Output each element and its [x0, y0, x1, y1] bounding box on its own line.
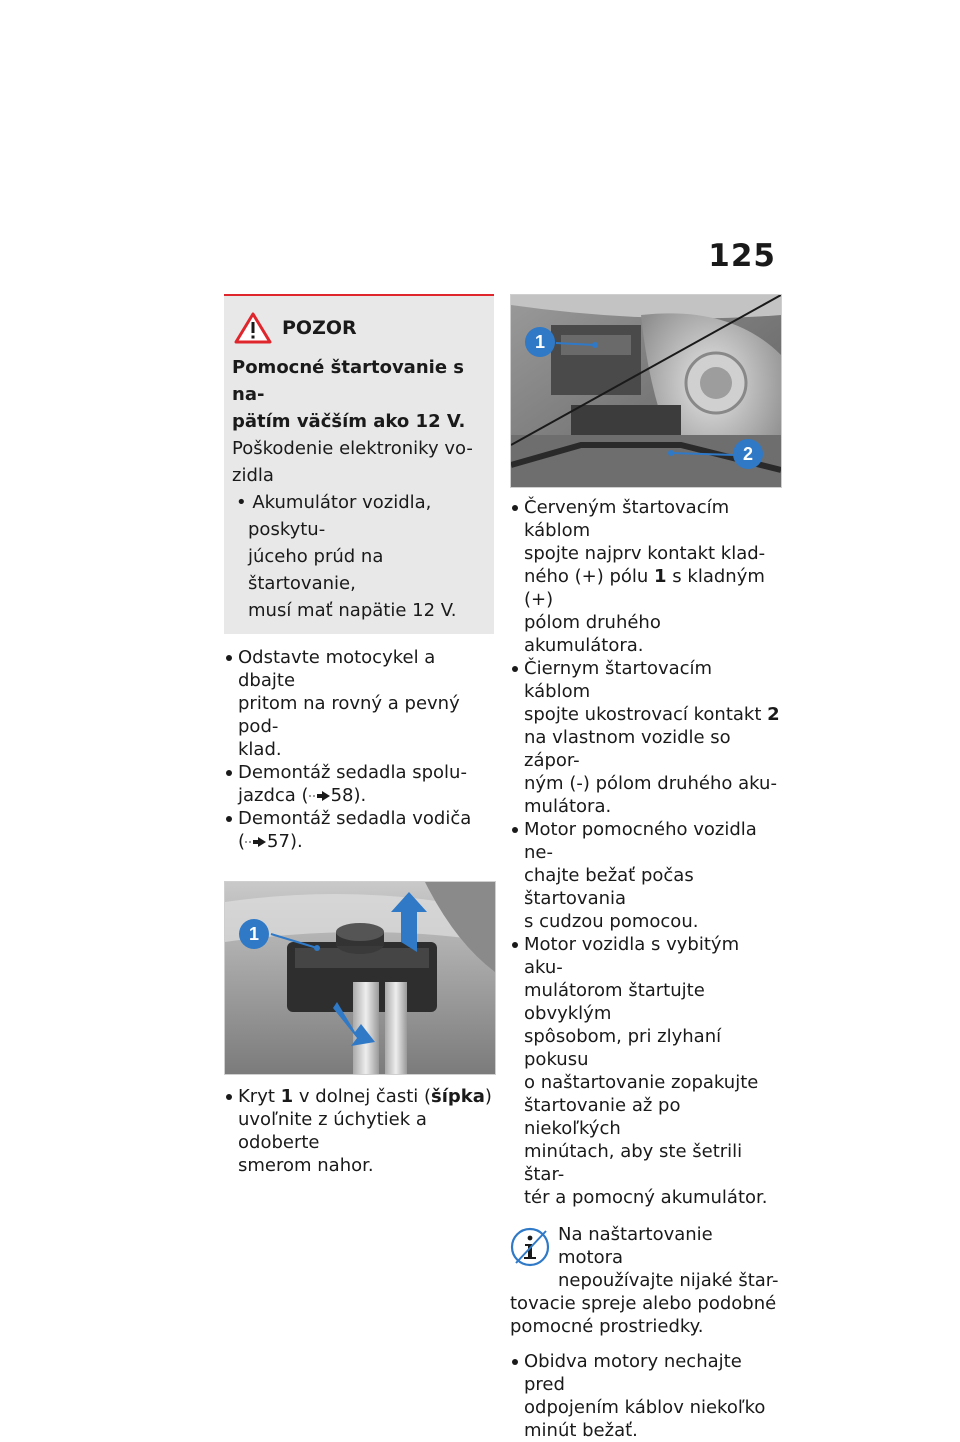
- left-steps-list-2: [224, 1085, 494, 1177]
- warning-triangle-icon: [234, 312, 272, 344]
- warning-title: POZOR: [282, 317, 357, 339]
- list-item: Motor pomocného vozidla ne- chajte bežať počas štartovania s cudzou pomocou.: [510, 818, 782, 933]
- right-steps-list: [510, 496, 782, 1209]
- list-item: Demontáž sedadla vodiča ( 57).: [224, 807, 494, 853]
- warning-consequence-line: Poškodenie elektroniky vo-: [232, 438, 473, 459]
- callout-2: 2: [733, 439, 763, 469]
- warning-header: [232, 312, 486, 344]
- page-number: 125: [708, 238, 776, 274]
- warning-headline-line: pätím väčším ako 12 V.: [232, 411, 466, 432]
- warning-consequence-line: zidla: [232, 465, 274, 486]
- callout-1: 1: [239, 919, 269, 949]
- warning-headline-line: Pomocné štartovanie s na-: [232, 357, 465, 405]
- battery-cover-illustration: [225, 882, 495, 1074]
- info-note: Na naštartovanie motora nepoužívajte nijaké štar- tovacie spreje alebo podobné pomocné prostriedky.: [510, 1224, 779, 1337]
- list-item: Kryt 1 v dolnej časti (šípka) uvoľnite z úchytiek a odoberte smerom nahor.: [224, 1085, 494, 1177]
- warning-box: [224, 294, 494, 634]
- left-steps-list: [224, 646, 494, 853]
- list-item: Obidva motory nechajte pred odpojením káblov niekoľko minút bežať.: [510, 1350, 782, 1442]
- warning-bullet-line: musí mať napätie 12 V.: [248, 600, 457, 621]
- page-reference-arrow-icon: [245, 836, 267, 848]
- list-item: Čiernym štartovacím káblom spojte ukostrovací kontakt 2 na vlastnom vozidle so zápor- ným (-) pólom druhého aku- mulátora.: [510, 657, 782, 818]
- page-reference[interactable]: 58: [330, 785, 354, 806]
- info-icon: [510, 1227, 550, 1267]
- list-item: Červeným štartovacím káblom spojte najprv kontakt klad- ného (+) pólu 1 s kladným (+) pólom druhého akumulátora.: [510, 496, 782, 657]
- battery-cover-photo: [224, 881, 496, 1075]
- right-steps-list-2: [510, 1350, 782, 1442]
- callout-1: 1: [525, 327, 555, 357]
- left-column: [224, 294, 494, 1177]
- page-reference[interactable]: 57: [267, 831, 290, 852]
- engine-terminals-photo: [510, 294, 782, 488]
- right-column: [510, 294, 782, 1442]
- page-reference-arrow-icon: [309, 790, 331, 802]
- warning-bullet-line: júceho prúd na štartovanie,: [248, 546, 384, 594]
- warning-bullet-line: • Akumulátor vozidla, poskytu-: [236, 492, 432, 540]
- list-item: Motor vozidla s vybitým aku- mulátorom štartujte obvyklým spôsobom, pri zlyhaní pokusu o naštartovanie zopakujte štartovanie až po niekoľkých minútach, aby ste šetrili štar- tér a pomocný akumulátor.: [510, 933, 782, 1209]
- list-item: Demontáž sedadla spolu- jazdca ( 58).: [224, 761, 494, 807]
- list-item: Odstavte motocykel a dbajte pritom na rovný a pevný pod- klad.: [224, 646, 494, 761]
